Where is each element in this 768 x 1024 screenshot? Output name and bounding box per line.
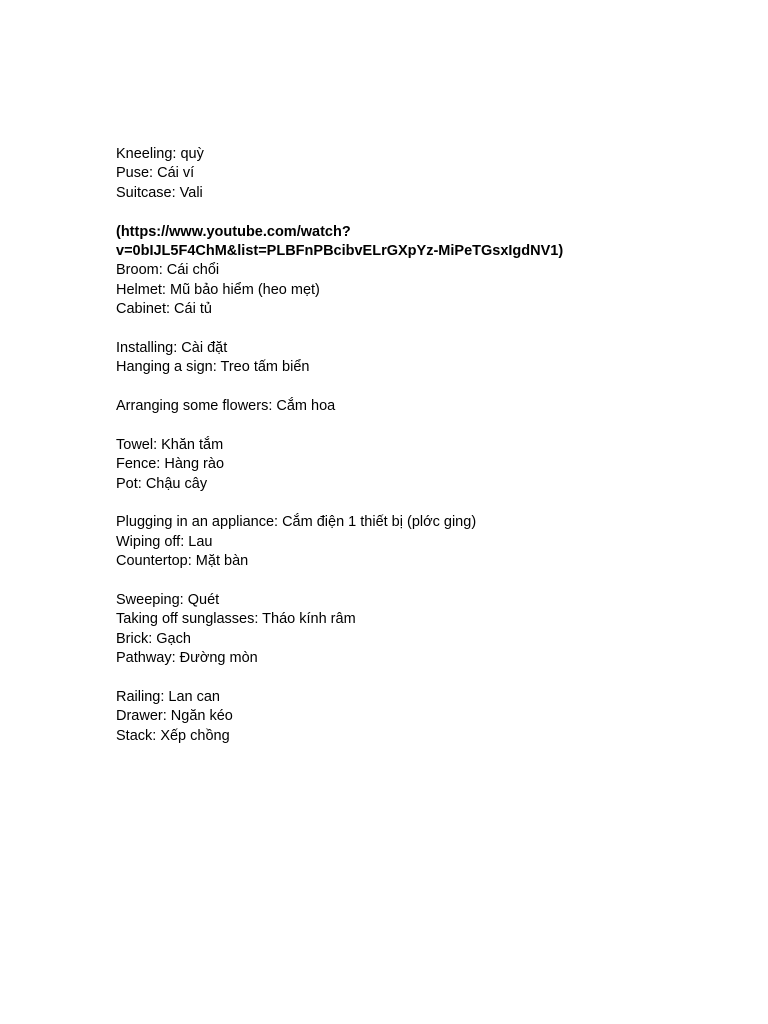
vocab-line: Hanging a sign: Treo tấm biển [116,359,310,376]
vocab-line: Wiping off: Lau [116,533,213,550]
vocab-line: Plugging in an appliance: Cắm điện 1 thiết bị (plớc ging) [116,514,477,531]
vocab-line: Sweeping: Quét [116,592,220,609]
youtube-link[interactable] [116,223,716,262]
youtube-link-line-2[interactable]: v=0bIJL5F4ChM&list=PLBFnPBcibvELrGXpYz-MiPeTGsxIgdNV1) [116,242,564,259]
vocab-line: Taking off sunglasses: Tháo kính râm [116,611,356,628]
vocab-line: Stack: Xếp chồng [116,727,230,744]
vocab-line: Kneeling: quỳ [116,146,204,162]
vocab-line: Pot: Chậu cây [116,475,208,492]
vocab-line: Puse: Cái ví [116,165,195,182]
paragraph-gap [116,378,716,397]
vocab-line: Cabinet: Cái tủ [116,301,212,318]
vocab-line: Broom: Cái chổi [116,262,220,279]
vocab-line: Helmet: Mũ bảo hiểm (heo mẹt) [116,281,320,298]
youtube-link-line-1[interactable]: (https://www.youtube.com/watch? [116,223,351,240]
vocab-line: Pathway: Đường mòn [116,650,258,667]
paragraph-gap [116,203,716,222]
document-body [116,145,716,746]
paragraph-gap [116,494,716,513]
vocab-line: Railing: Lan can [116,688,220,705]
paragraph-gap [116,572,716,591]
vocab-line: Brick: Gạch [116,630,191,647]
vocab-line: Arranging some flowers: Cắm hoa [116,398,336,415]
paragraph-gap [116,669,716,688]
paragraph-gap [116,320,716,339]
vocab-line: Towel: Khăn tắm [116,436,224,453]
vocab-line: Drawer: Ngăn kéo [116,708,233,725]
vocab-line: Suitcase: Vali [116,184,203,201]
vocab-line: Fence: Hàng rào [116,456,225,473]
vocab-line: Countertop: Mặt bàn [116,553,249,570]
vocab-line: Installing: Cài đặt [116,339,228,356]
paragraph-gap [116,417,716,436]
